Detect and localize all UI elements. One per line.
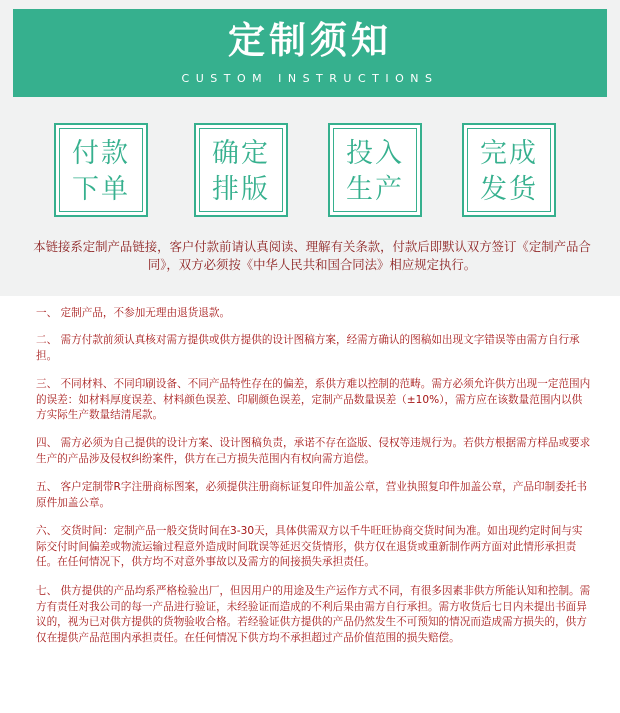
terms-panel: [14, 297, 606, 671]
step-confirm-layout: [194, 123, 288, 217]
term-item-1: 一、 定制产品，不参加无理由退货退款。: [36, 307, 231, 319]
step-label-line2: 排版: [212, 174, 270, 205]
step-label-line1: 投入: [346, 138, 404, 169]
step-label: [56, 136, 146, 208]
header-banner: [13, 9, 607, 97]
bottom-spacer: [0, 671, 620, 713]
term-item-4: 四、 需方必须为自己提供的设计方案、设计图稿负责，承诺不存在盗版、侵权等违规行为。若供方根据需方样品或要求生产的产品涉及侵权纠纷案件，供方在己方损失范围内有权向需方追偿。: [36, 437, 591, 465]
term-item-3: 三、 不同材料、不同印刷设备、不同产品特性存在的偏差，系供方难以控制的范畴。需方必须允许供方出现一定范围内的误差：如材料厚度误差、材料颜色误差、印刷颜色误差，定制产品数量误差（±10%），需方应在该数量范围内以供方实际生产数量结清尾款。: [36, 378, 591, 422]
step-label: [330, 136, 420, 208]
step-label-line2: 发货: [480, 174, 538, 205]
term-item-6: 六、 交货时间：定制产品一般交货时间在3-30天，具体供需双方以千牛旺旺协商交货时间为准。如出现约定时间与实际交付时间偏差或物流运输过程意外造成时间耽误等延迟交货情形，供方仅在退货或重新制作两方面对此情形承担责任。在任何情况下，供方均不对意外事故以及需方的间接损失承担责任。: [36, 525, 583, 569]
step-label: [464, 136, 554, 208]
step-label-line1: 完成: [480, 138, 538, 169]
step-label-line1: 确定: [212, 138, 270, 169]
step-shipping: [462, 123, 556, 217]
process-steps: [0, 123, 620, 221]
term-item-2: 二、 需方付款前须认真核对需方提供或供方提供的设计图稿方案，经需方确认的图稿如出现文字错误等由需方自行承担。: [36, 334, 580, 362]
step-label: [196, 136, 286, 208]
term-item-7: 七、 供方提供的产品均系严格检验出厂，但因用户的用途及生产运作方式不同，有很多因素非供方所能认知和控制。需方有责任对我公司的每一产品进行验证，未经验证而造成的不利后果由需方自行承担。需方收货后七日内未提出书面异议的，视为已对供方提供的货物验收合格。若经验证供方提供的产品仍然发生不可预知的情况而造成需方损失的，供方仅在提供产品范围内承担责任。在任何情况下供方均不承担超过产品价值范围的损失赔偿。: [36, 585, 591, 644]
term-item-5: 五、 客户定制带R字注册商标图案，必须提供注册商标证复印件加盖公章，营业执照复印件加盖公章，产品印制委托书原件加盖公章。: [36, 481, 588, 509]
step-pay-order: [54, 123, 148, 217]
intro-notice: 本链接系定制产品链接，客户付款前请认真阅读、理解有关条款，付款后即默认双方签订《定制产品合同》，双方必须按《中华人民共和国合同法》相应规定执行。: [33, 239, 591, 272]
step-label-line2: 下单: [72, 174, 130, 205]
step-label-line2: 生产: [346, 174, 404, 205]
page-subtitle: CUSTOM INSTRUCTIONS: [181, 72, 439, 85]
page-title: 定制须知: [228, 19, 392, 62]
step-production: [328, 123, 422, 217]
step-label-line1: 付款: [72, 138, 130, 169]
